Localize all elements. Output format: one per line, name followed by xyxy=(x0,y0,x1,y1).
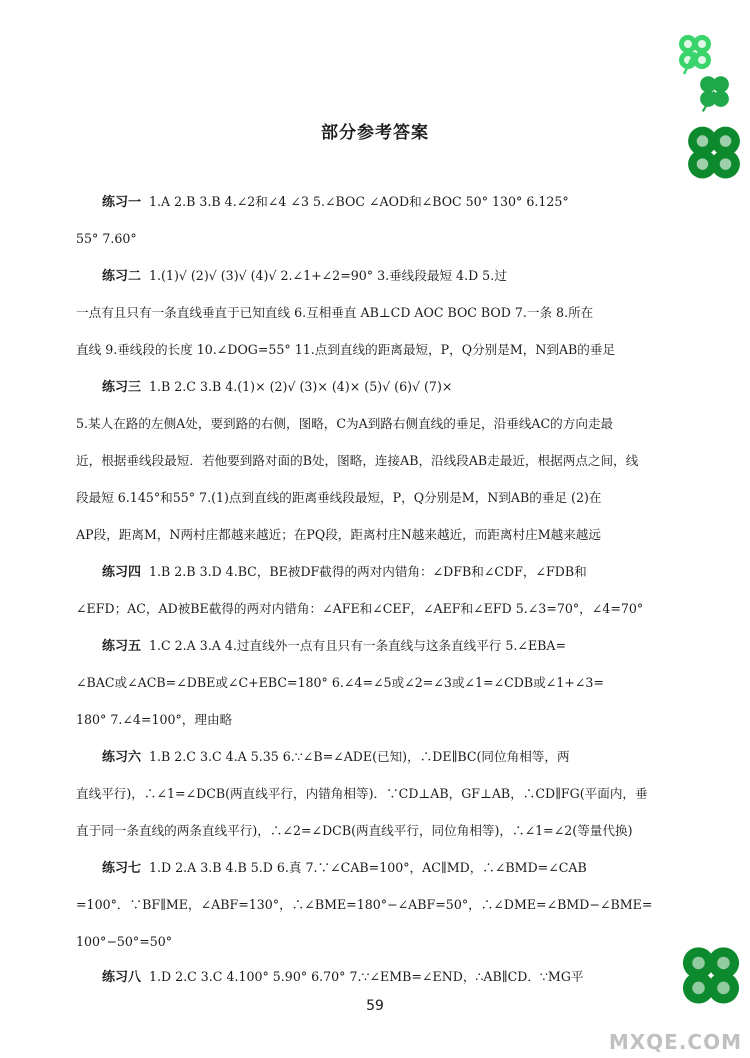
answer-text: 1.A 2.B 3.B 4.∠2和∠4 ∠3 5.∠BOC ∠AOD和∠BOC 50° 130° 6.125° xyxy=(149,194,569,209)
answer-text: 近，根据垂线段最短．若他要到路对面的B处，图略，连接AB，沿线段AB走最近，根据两点之间，线 xyxy=(76,453,639,468)
answer-text: 直线平行)，∴∠1=∠DCB(两直线平行，内错角相等)．∵CD⊥AB，GF⊥AB，∴CD∥FG(平面内，垂 xyxy=(76,786,648,801)
answer-text: =100°．∵BF∥ME，∠ABF=130°，∴∠BME=180°−∠ABF=50°，∴∠DME=∠BMD−∠BME= xyxy=(76,897,653,912)
answer-line xyxy=(76,711,686,729)
answer-line xyxy=(76,859,686,878)
answer-text: 1.B 2.C 3.B 4.(1)× (2)√ (3)× (4)× (5)√ (6)√ (7)× xyxy=(149,379,453,394)
answer-line xyxy=(76,193,686,212)
answer-line xyxy=(76,304,686,322)
answer-text: 一点有且只有一条直线垂直于已知直线 6.互相垂直 AB⊥CD AOC BOC BOD 7.一条 8.所在 xyxy=(76,305,594,320)
exercise-label: 练习八 xyxy=(102,970,142,985)
answer-line xyxy=(76,600,686,618)
answer-text: 1.(1)√ (2)√ (3)√ (4)√ 2.∠1+∠2=90° 3.垂线段最短 4.D 5.过 xyxy=(149,268,507,283)
exercise-label: 练习一 xyxy=(102,195,142,210)
answer-line xyxy=(76,785,686,803)
answer-line xyxy=(76,968,686,987)
answer-text: 100°−50°=50° xyxy=(76,934,173,949)
answer-text: 1.B 2.B 3.D 4.BC，BE被DF截得的两对内错角：∠DFB和∠CDF，∠FDB和 xyxy=(149,564,587,579)
answer-line xyxy=(76,378,686,397)
answer-line xyxy=(76,637,686,656)
page-number: 59 xyxy=(366,998,384,1014)
answer-text: 1.D 2.A 3.B 4.B 5.D 6.真 7.∵∠CAB=100°，AC∥MD，∴∠BMD=∠CAB xyxy=(149,860,587,875)
answer-line xyxy=(76,563,686,582)
answer-line xyxy=(76,933,686,951)
answer-text: 直于同一条直线的两条直线平行)，∴∠2=∠DCB(两直线平行，同位角相等)，∴∠1=∠2(等量代换) xyxy=(76,823,633,838)
answer-text: 5.某人在路的左侧A处，要到路的右侧，图略，C为A到路右侧直线的垂足，沿垂线AC的方向走最 xyxy=(76,416,614,431)
answer-text: AP段，距离M，N两村庄都越来越近；在PQ段，距离村庄N越来越近，而距离村庄M越来越远 xyxy=(76,527,601,542)
exercise-label: 练习四 xyxy=(102,565,142,580)
answer-line xyxy=(76,896,686,914)
answer-text: 段最短 6.145°和55° 7.(1)点到直线的距离垂线段最短，P，Q分别是M，N到AB的垂足 (2)在 xyxy=(76,490,602,505)
answer-text: ∠BAC或∠ACB=∠DBE或∠C+EBC=180° 6.∠4=∠5或∠2=∠3或∠1=∠CDB或∠1+∠3= xyxy=(76,675,604,690)
answer-line xyxy=(76,489,686,507)
answer-line xyxy=(76,341,686,359)
answer-text: 1.D 2.C 3.C 4.100° 5.90° 6.70° 7.∵∠EMB=∠END，∴AB∥CD．∵MG平 xyxy=(149,969,584,984)
clover-icon xyxy=(678,118,750,190)
answer-text: 1.B 2.C 3.C 4.A 5.35 6.∵∠B=∠ADE(已知)，∴DE∥BC(同位角相等，两 xyxy=(149,749,570,764)
answer-line xyxy=(76,452,686,470)
answer-line xyxy=(76,748,686,767)
exercise-label: 练习六 xyxy=(102,750,142,765)
exercise-label: 练习七 xyxy=(102,861,142,876)
answer-text: ∠EFD；AC，AD被BE截得的两对内错角：∠AFE和∠CEF，∠AEF和∠EFD 5.∠3=70°，∠4=70° xyxy=(76,601,644,616)
answer-line xyxy=(76,674,686,692)
page-title: 部分参考答案 xyxy=(321,123,429,143)
exercise-label: 练习三 xyxy=(102,380,142,395)
answer-line xyxy=(76,822,686,840)
exercise-label: 练习五 xyxy=(102,639,142,654)
answer-text: 1.C 2.A 3.A 4.过直线外一点有且只有一条直线与这条直线平行 5.∠EBA= xyxy=(149,638,567,653)
answer-text: 180° 7.∠4=100°，理由略 xyxy=(76,712,233,727)
exercise-label: 练习二 xyxy=(102,269,142,284)
clover-icon xyxy=(692,70,737,115)
answer-line xyxy=(76,526,686,544)
answer-text: 55° 7.60° xyxy=(76,231,137,246)
answer-line xyxy=(76,267,686,286)
answer-line xyxy=(76,230,686,248)
clover-icon xyxy=(672,938,750,1016)
watermark-text: MXQE.COM xyxy=(608,1030,742,1054)
answer-text: 直线 9.垂线段的长度 10.∠DOG=55° 11.点到直线的距离最短，P，Q分别是M，N到AB的垂足 xyxy=(76,342,616,357)
answer-line xyxy=(76,415,686,433)
